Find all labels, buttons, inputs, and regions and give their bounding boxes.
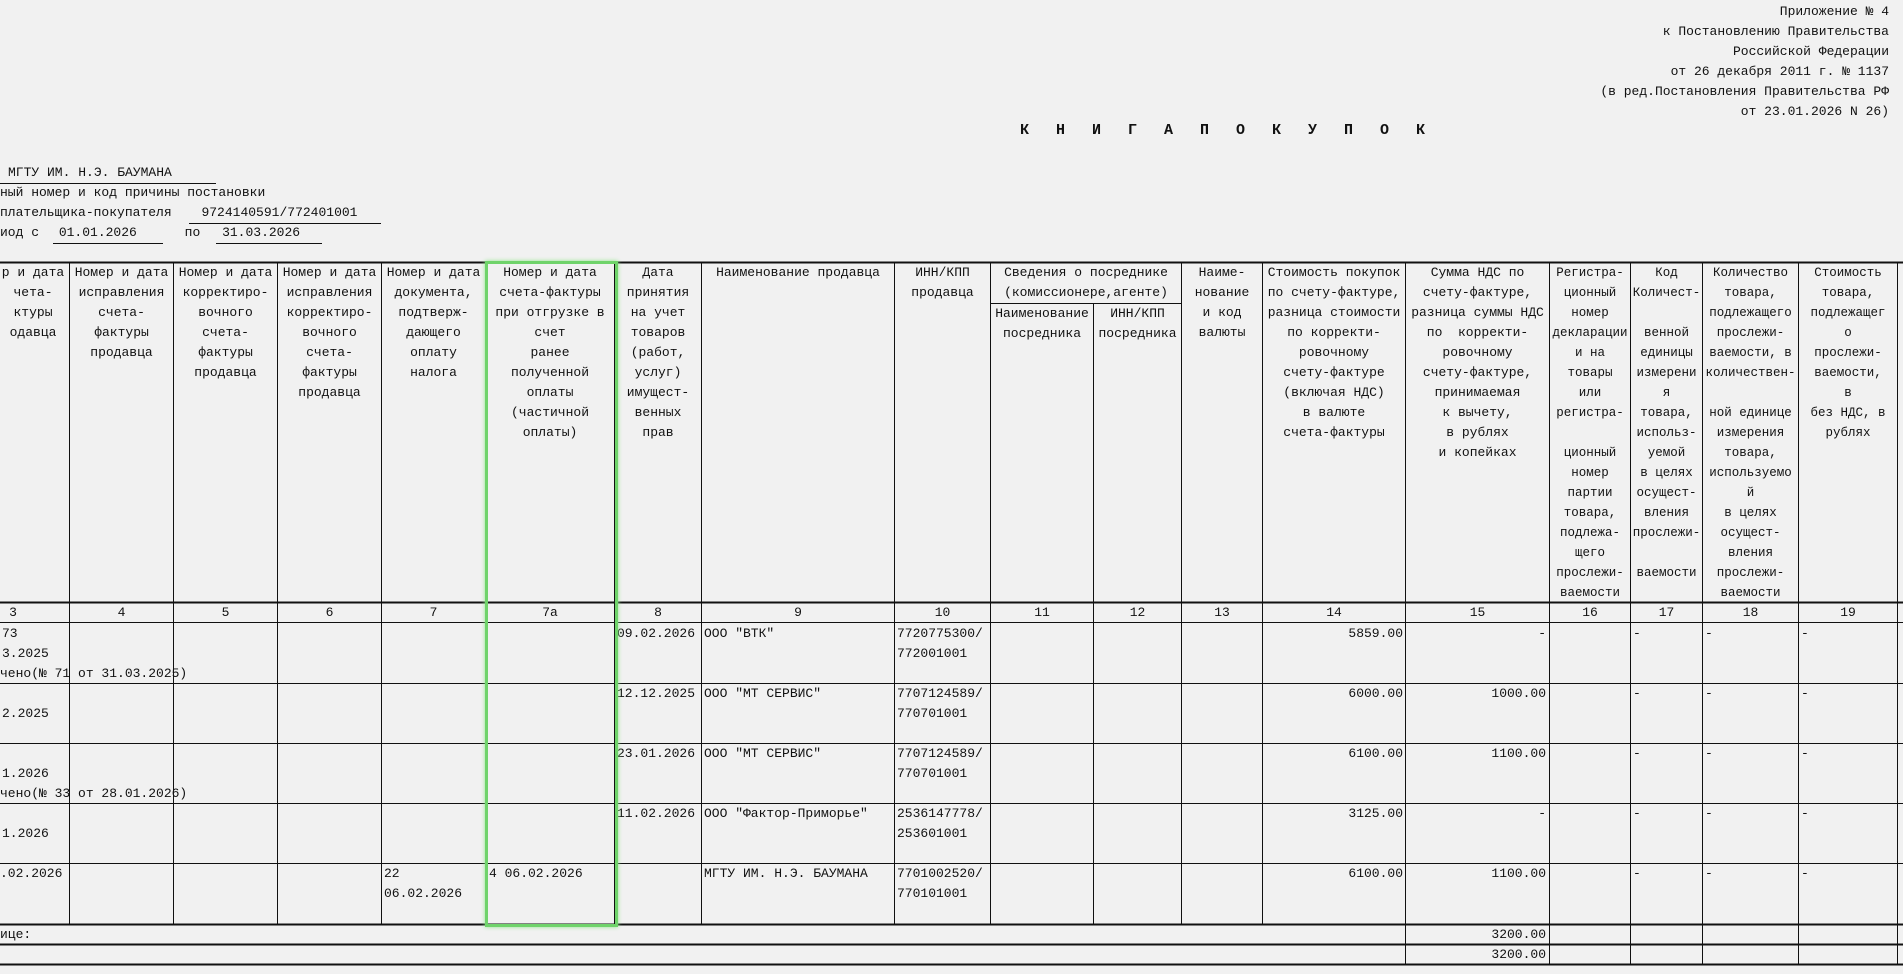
header-col-9: Наименование продавца <box>716 265 880 280</box>
row-cell-seller: ООО "Фактор-Приморье" <box>704 806 868 821</box>
column-7a-highlight <box>485 261 618 927</box>
appendix-line-3: Российской Федерации <box>1732 44 1889 59</box>
header-col-12: ИНН/КПП посредника <box>1098 306 1177 341</box>
page-total-label: ице: <box>0 927 32 942</box>
appendix-line-5: (в ред.Постановления Правительства РФ <box>1600 84 1889 99</box>
colnum-3: 3 <box>9 605 17 620</box>
row-cell-17: - <box>1633 866 1641 881</box>
header-col-10: ИНН/КПП продавца <box>911 265 974 300</box>
header-col-5: Номер и дата корректиро- вочного счета- фактуры продавца <box>178 265 273 380</box>
row-cell-18: - <box>1705 806 1713 821</box>
appendix-line-1: Приложение № 4 <box>1779 4 1889 19</box>
header-col-7: Номер и дата документа, подтверж- дающего оплату налога <box>386 265 481 380</box>
period-to-label: по <box>184 225 201 240</box>
row-cell-inn: 7707124589/ 770701001 <box>897 686 983 721</box>
colnum-4: 4 <box>117 605 126 620</box>
row-cell-invoice: 1.2026 <box>2 766 49 781</box>
header-col-7a: Номер и дата счета-фактуры при отгрузке в счет ранее полученной оплаты (частичной оплаты) <box>495 265 605 440</box>
header-col-8: Дата принятия на учет товаров (работ, услуг) имущест- венных прав <box>626 265 690 440</box>
row-cell-18: - <box>1705 686 1713 701</box>
period-to: 31.03.2026 <box>216 223 322 244</box>
row-cell-seller: ООО "МТ СЕРВИС" <box>704 746 822 761</box>
row-cell-17: - <box>1633 746 1641 761</box>
period-from: 01.01.2026 <box>53 223 163 244</box>
colnum-17: 17 <box>1658 605 1675 620</box>
row-cell-cost: 6000.00 <box>1348 686 1403 701</box>
colnum-8: 8 <box>654 605 662 620</box>
row-cell-cost: 6100.00 <box>1348 746 1403 761</box>
row-cell-17: - <box>1633 686 1641 701</box>
row-cell-19: - <box>1801 746 1809 761</box>
colnum-5: 5 <box>221 605 230 620</box>
colnum-7a: 7а <box>542 605 558 620</box>
row-cell-shipment-invoice: 4 06.02.2026 <box>489 866 583 881</box>
header-col-6: Номер и дата исправления корректиро- вочного счета- фактуры продавца <box>282 265 377 400</box>
colnum-12: 12 <box>1129 605 1146 620</box>
row-cell-19: - <box>1801 806 1809 821</box>
header-col-18: Количество товара, подлежащего прослежи- ваемости, в количествен- ной единице измерения товара, используемо й в целях осущест- вления прослежи- ваемости <box>1705 266 1796 600</box>
header-col-3: р и дата чета- ктуры одавца <box>1 265 65 340</box>
colnum-19: 19 <box>1840 605 1856 620</box>
colnum-6: 6 <box>325 605 334 620</box>
colnum-11: 11 <box>1034 605 1050 620</box>
header-col-16: Регистра- ционный номер декларации и на товары или регистра- ционный номер партии товара, подлежа- щего прослежи- ваемости <box>1552 266 1628 600</box>
inn-label-2: плательщика-покупателя <box>0 205 172 220</box>
row-cell-18: - <box>1705 746 1713 761</box>
row-note: чено(№ 71 от 31.03.2025) <box>0 666 188 681</box>
period-label: иод с <box>0 225 40 240</box>
header-col-19: Стоимость товара, подлежащег о прослежи- ваемости, в без НДС, в рублях <box>1810 266 1886 440</box>
row-cell-inn: 7707124589/ 770701001 <box>897 746 983 781</box>
row-cell-seller: МГТУ ИМ. Н.Э. БАУМАНА <box>704 866 868 881</box>
row-cell-cost: 6100.00 <box>1348 866 1403 881</box>
colnum-13: 13 <box>1214 605 1230 620</box>
row-cell-vat: - <box>1538 806 1546 821</box>
row-cell-vat: 1100.00 <box>1491 746 1546 761</box>
row-cell-seller: ООО "МТ СЕРВИС" <box>704 686 822 701</box>
row-cell-17: - <box>1633 626 1641 641</box>
row-cell-19: - <box>1801 686 1809 701</box>
colnum-15: 15 <box>1469 605 1486 620</box>
row-cell-cost: 5859.00 <box>1348 626 1403 641</box>
row-cell-date: 12.12.2025 <box>617 686 696 701</box>
row-cell-date: 09.02.2026 <box>617 626 696 641</box>
appendix-line-6: от 23.01.2026 N 26) <box>1740 104 1889 119</box>
row-cell-18: - <box>1705 866 1713 881</box>
document-title: К Н И Г А П О К У П О К <box>1020 122 1435 139</box>
colnum-7: 7 <box>429 605 438 620</box>
row-cell-17: - <box>1633 806 1641 821</box>
header-col-11: Наименование посредника <box>995 306 1089 341</box>
colnum-18: 18 <box>1742 605 1759 620</box>
row-cell-date: 11.02.2026 <box>617 806 696 821</box>
header-mediator: Сведения о посреднике (комиссионере,агенте) <box>1004 265 1168 300</box>
row-cell-inn: 2536147778/ 253601001 <box>897 806 983 841</box>
header-col-14: Стоимость покупок по счету-фактуре, разница стоимости по корректи- ровочному счету-фактуре (включая НДС) в валюте счета-фактуры <box>1267 265 1401 440</box>
row-cell-vat: 1100.00 <box>1491 866 1546 881</box>
row-cell-vat: 1000.00 <box>1491 686 1546 701</box>
row-cell-date: 23.01.2026 <box>617 746 696 761</box>
row-cell-18: - <box>1705 626 1713 641</box>
appendix-line-4: от 26 декабря 2011 г. № 1137 <box>1670 64 1889 79</box>
buyer-inn-kpp: 9724140591/772401001 <box>189 203 381 224</box>
grand-total-vat: 3200.00 <box>1491 947 1546 962</box>
page-total-vat: 3200.00 <box>1491 927 1546 942</box>
row-cell-cost: 3125.00 <box>1348 806 1403 821</box>
colnum-10: 10 <box>934 605 951 620</box>
row-cell-19: - <box>1801 866 1809 881</box>
header-col-15: Сумма НДС по счету-фактуре, разница суммы НДС по корректи- ровочному счету-фактуре, принимаемая к вычету, в рублях и копейках <box>1411 265 1544 460</box>
row-cell-invoice: 73 3.2025 <box>2 626 49 661</box>
colnum-9: 9 <box>794 605 802 620</box>
colnum-16: 16 <box>1582 605 1598 620</box>
appendix-line-2: к Постановлению Правительства <box>1662 24 1889 39</box>
row-cell-payment-doc: 22 06.02.2026 <box>384 866 463 901</box>
row-cell-vat: - <box>1538 626 1546 641</box>
buyer-name: МГТУ ИМ. Н.Э. БАУМАНА <box>0 163 216 184</box>
row-cell-19: - <box>1801 626 1809 641</box>
header-col-17: Код Количест- венной единицы измерени я товара, использ- уемой в целях осущест- вления прослежи- ваемости <box>1632 266 1701 580</box>
colnum-14: 14 <box>1326 605 1342 620</box>
header-col-4: Номер и дата исправления счета- фактуры продавца <box>74 265 169 360</box>
row-cell-invoice: .02.2026 <box>0 866 63 881</box>
header-col-13: Наиме- нование и код валюты <box>1194 265 1250 340</box>
row-cell-seller: ООО "ВТК" <box>704 626 775 641</box>
inn-label-1: ный номер и код причины постановки <box>0 185 266 200</box>
row-cell-invoice: 1.2026 <box>2 826 49 841</box>
row-note: чено(№ 33 от 28.01.2026) <box>0 786 188 801</box>
row-cell-inn: 7701002520/ 770101001 <box>897 866 983 901</box>
row-cell-inn: 7720775300/ 772001001 <box>897 626 983 661</box>
row-cell-invoice: 2.2025 <box>2 706 49 721</box>
